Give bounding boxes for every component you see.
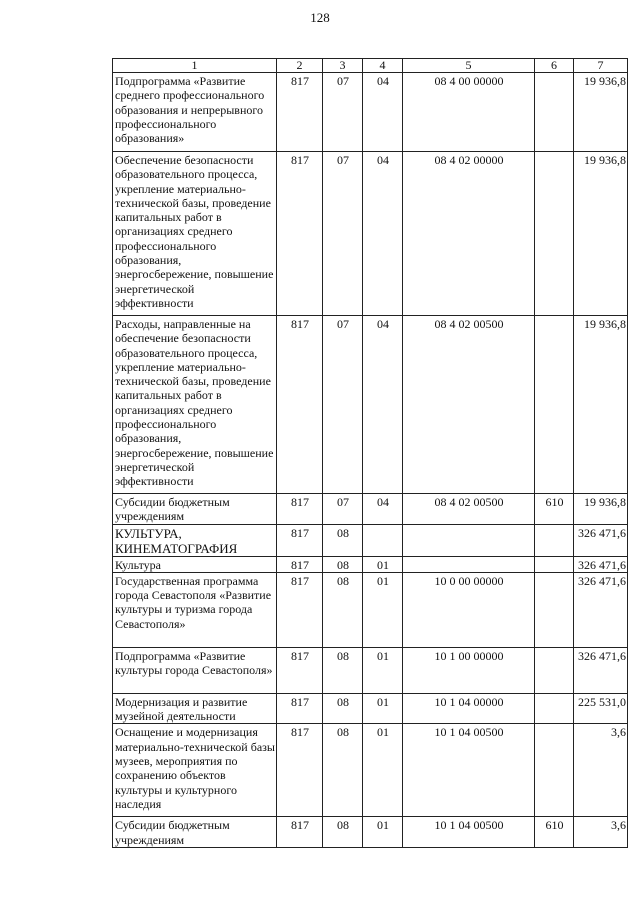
row-code-6 bbox=[535, 524, 574, 556]
row-code-2: 817 bbox=[277, 152, 323, 316]
budget-table bbox=[112, 58, 628, 848]
row-code-2: 817 bbox=[277, 73, 323, 152]
row-code-6 bbox=[535, 73, 574, 152]
row-code-2: 817 bbox=[277, 494, 323, 525]
header-row bbox=[113, 59, 628, 73]
table-row bbox=[113, 817, 628, 848]
row-code-3: 08 bbox=[323, 524, 363, 556]
row-code-5 bbox=[403, 556, 535, 572]
header-col-5: 5 bbox=[403, 59, 535, 73]
row-amount: 19 936,8 bbox=[574, 316, 628, 494]
row-code-3: 08 bbox=[323, 556, 363, 572]
row-code-3: 07 bbox=[323, 73, 363, 152]
table-row bbox=[113, 524, 628, 556]
row-amount: 326 471,6 bbox=[574, 647, 628, 693]
header-col-6: 6 bbox=[535, 59, 574, 73]
row-name: Государственная программа города Севастополя «Развитие культуры и туризма города Севастополя» bbox=[113, 572, 277, 647]
row-code-3: 08 bbox=[323, 817, 363, 848]
row-code-4: 01 bbox=[363, 817, 403, 848]
row-code-6 bbox=[535, 572, 574, 647]
row-code-4: 01 bbox=[363, 572, 403, 647]
table-body bbox=[113, 73, 628, 848]
row-code-4: 01 bbox=[363, 724, 403, 817]
row-code-5: 08 4 02 00500 bbox=[403, 494, 535, 525]
row-code-6 bbox=[535, 693, 574, 724]
row-name: Субсидии бюджетным учреждениям bbox=[113, 494, 277, 525]
table-row bbox=[113, 724, 628, 817]
row-name: Обеспечение безопасности образовательного процесса, укрепление материально-технической базы, проведение капитальных работ в организациях среднего профессионального образования, энергосбережение, повышение энергетической эффективности bbox=[113, 152, 277, 316]
row-code-5: 08 4 02 00000 bbox=[403, 152, 535, 316]
row-code-5: 10 0 00 00000 bbox=[403, 572, 535, 647]
row-code-4: 01 bbox=[363, 647, 403, 693]
row-amount: 19 936,8 bbox=[574, 73, 628, 152]
row-code-4: 04 bbox=[363, 316, 403, 494]
row-code-3: 08 bbox=[323, 647, 363, 693]
table-row bbox=[113, 693, 628, 724]
row-name: Расходы, направленные на обеспечение безопасности образовательного процесса, укрепление материально-технической базы, проведение капитальных работ в организациях среднего профессионального образования, энергосбережение, повышение энергетической эффективности bbox=[113, 316, 277, 494]
row-amount: 3,6 bbox=[574, 724, 628, 817]
table-row bbox=[113, 494, 628, 525]
row-name: Субсидии бюджетным учреждениям bbox=[113, 817, 277, 848]
row-code-2: 817 bbox=[277, 524, 323, 556]
row-code-2: 817 bbox=[277, 556, 323, 572]
row-code-2: 817 bbox=[277, 647, 323, 693]
row-code-3: 08 bbox=[323, 724, 363, 817]
row-code-3: 08 bbox=[323, 693, 363, 724]
header-col-2: 2 bbox=[277, 59, 323, 73]
row-code-5: 08 4 00 00000 bbox=[403, 73, 535, 152]
row-code-3: 08 bbox=[323, 572, 363, 647]
row-name: Культура bbox=[113, 556, 277, 572]
row-code-5: 10 1 04 00500 bbox=[403, 817, 535, 848]
page-number: 128 bbox=[310, 10, 330, 25]
row-code-4: 04 bbox=[363, 73, 403, 152]
row-code-6 bbox=[535, 647, 574, 693]
row-code-3: 07 bbox=[323, 316, 363, 494]
row-name: Модернизация и развитие музейной деятельности bbox=[113, 693, 277, 724]
row-code-5: 10 1 04 00000 bbox=[403, 693, 535, 724]
row-name: Оснащение и модернизация материально-технической базы музеев, мероприятия по сохранению объектов культуры и культурного наследия bbox=[113, 724, 277, 817]
row-code-5: 08 4 02 00500 bbox=[403, 316, 535, 494]
header-col-4: 4 bbox=[363, 59, 403, 73]
table-row bbox=[113, 556, 628, 572]
row-code-6 bbox=[535, 556, 574, 572]
row-code-2: 817 bbox=[277, 316, 323, 494]
row-amount: 3,6 bbox=[574, 817, 628, 848]
row-code-2: 817 bbox=[277, 572, 323, 647]
row-name: КУЛЬТУРА, КИНЕМАТОГРАФИЯ bbox=[113, 524, 277, 556]
row-code-6 bbox=[535, 152, 574, 316]
row-name: Подпрограмма «Развитие культуры города Севастополя» bbox=[113, 647, 277, 693]
header-col-1: 1 bbox=[113, 59, 277, 73]
row-code-6 bbox=[535, 316, 574, 494]
row-code-4: 04 bbox=[363, 152, 403, 316]
table-header bbox=[113, 59, 628, 73]
row-code-3: 07 bbox=[323, 152, 363, 316]
row-code-6: 610 bbox=[535, 494, 574, 525]
row-amount: 326 471,6 bbox=[574, 524, 628, 556]
row-code-3: 07 bbox=[323, 494, 363, 525]
row-code-4 bbox=[363, 524, 403, 556]
row-code-4: 04 bbox=[363, 494, 403, 525]
table-row bbox=[113, 73, 628, 152]
row-name: Подпрограмма «Развитие среднего профессионального образования и непрерывного профессионального образования» bbox=[113, 73, 277, 152]
row-code-6: 610 bbox=[535, 817, 574, 848]
row-amount: 326 471,6 bbox=[574, 572, 628, 647]
row-code-2: 817 bbox=[277, 724, 323, 817]
table-row bbox=[113, 572, 628, 647]
header-col-7: 7 bbox=[574, 59, 628, 73]
row-code-6 bbox=[535, 724, 574, 817]
row-code-5 bbox=[403, 524, 535, 556]
row-amount: 225 531,0 bbox=[574, 693, 628, 724]
row-code-2: 817 bbox=[277, 817, 323, 848]
header-col-3: 3 bbox=[323, 59, 363, 73]
row-code-4: 01 bbox=[363, 556, 403, 572]
row-code-2: 817 bbox=[277, 693, 323, 724]
row-code-4: 01 bbox=[363, 693, 403, 724]
row-amount: 19 936,8 bbox=[574, 494, 628, 525]
table-row bbox=[113, 316, 628, 494]
row-amount: 326 471,6 bbox=[574, 556, 628, 572]
table-row bbox=[113, 152, 628, 316]
row-amount: 19 936,8 bbox=[574, 152, 628, 316]
row-code-5: 10 1 04 00500 bbox=[403, 724, 535, 817]
row-code-5: 10 1 00 00000 bbox=[403, 647, 535, 693]
table-row bbox=[113, 647, 628, 693]
